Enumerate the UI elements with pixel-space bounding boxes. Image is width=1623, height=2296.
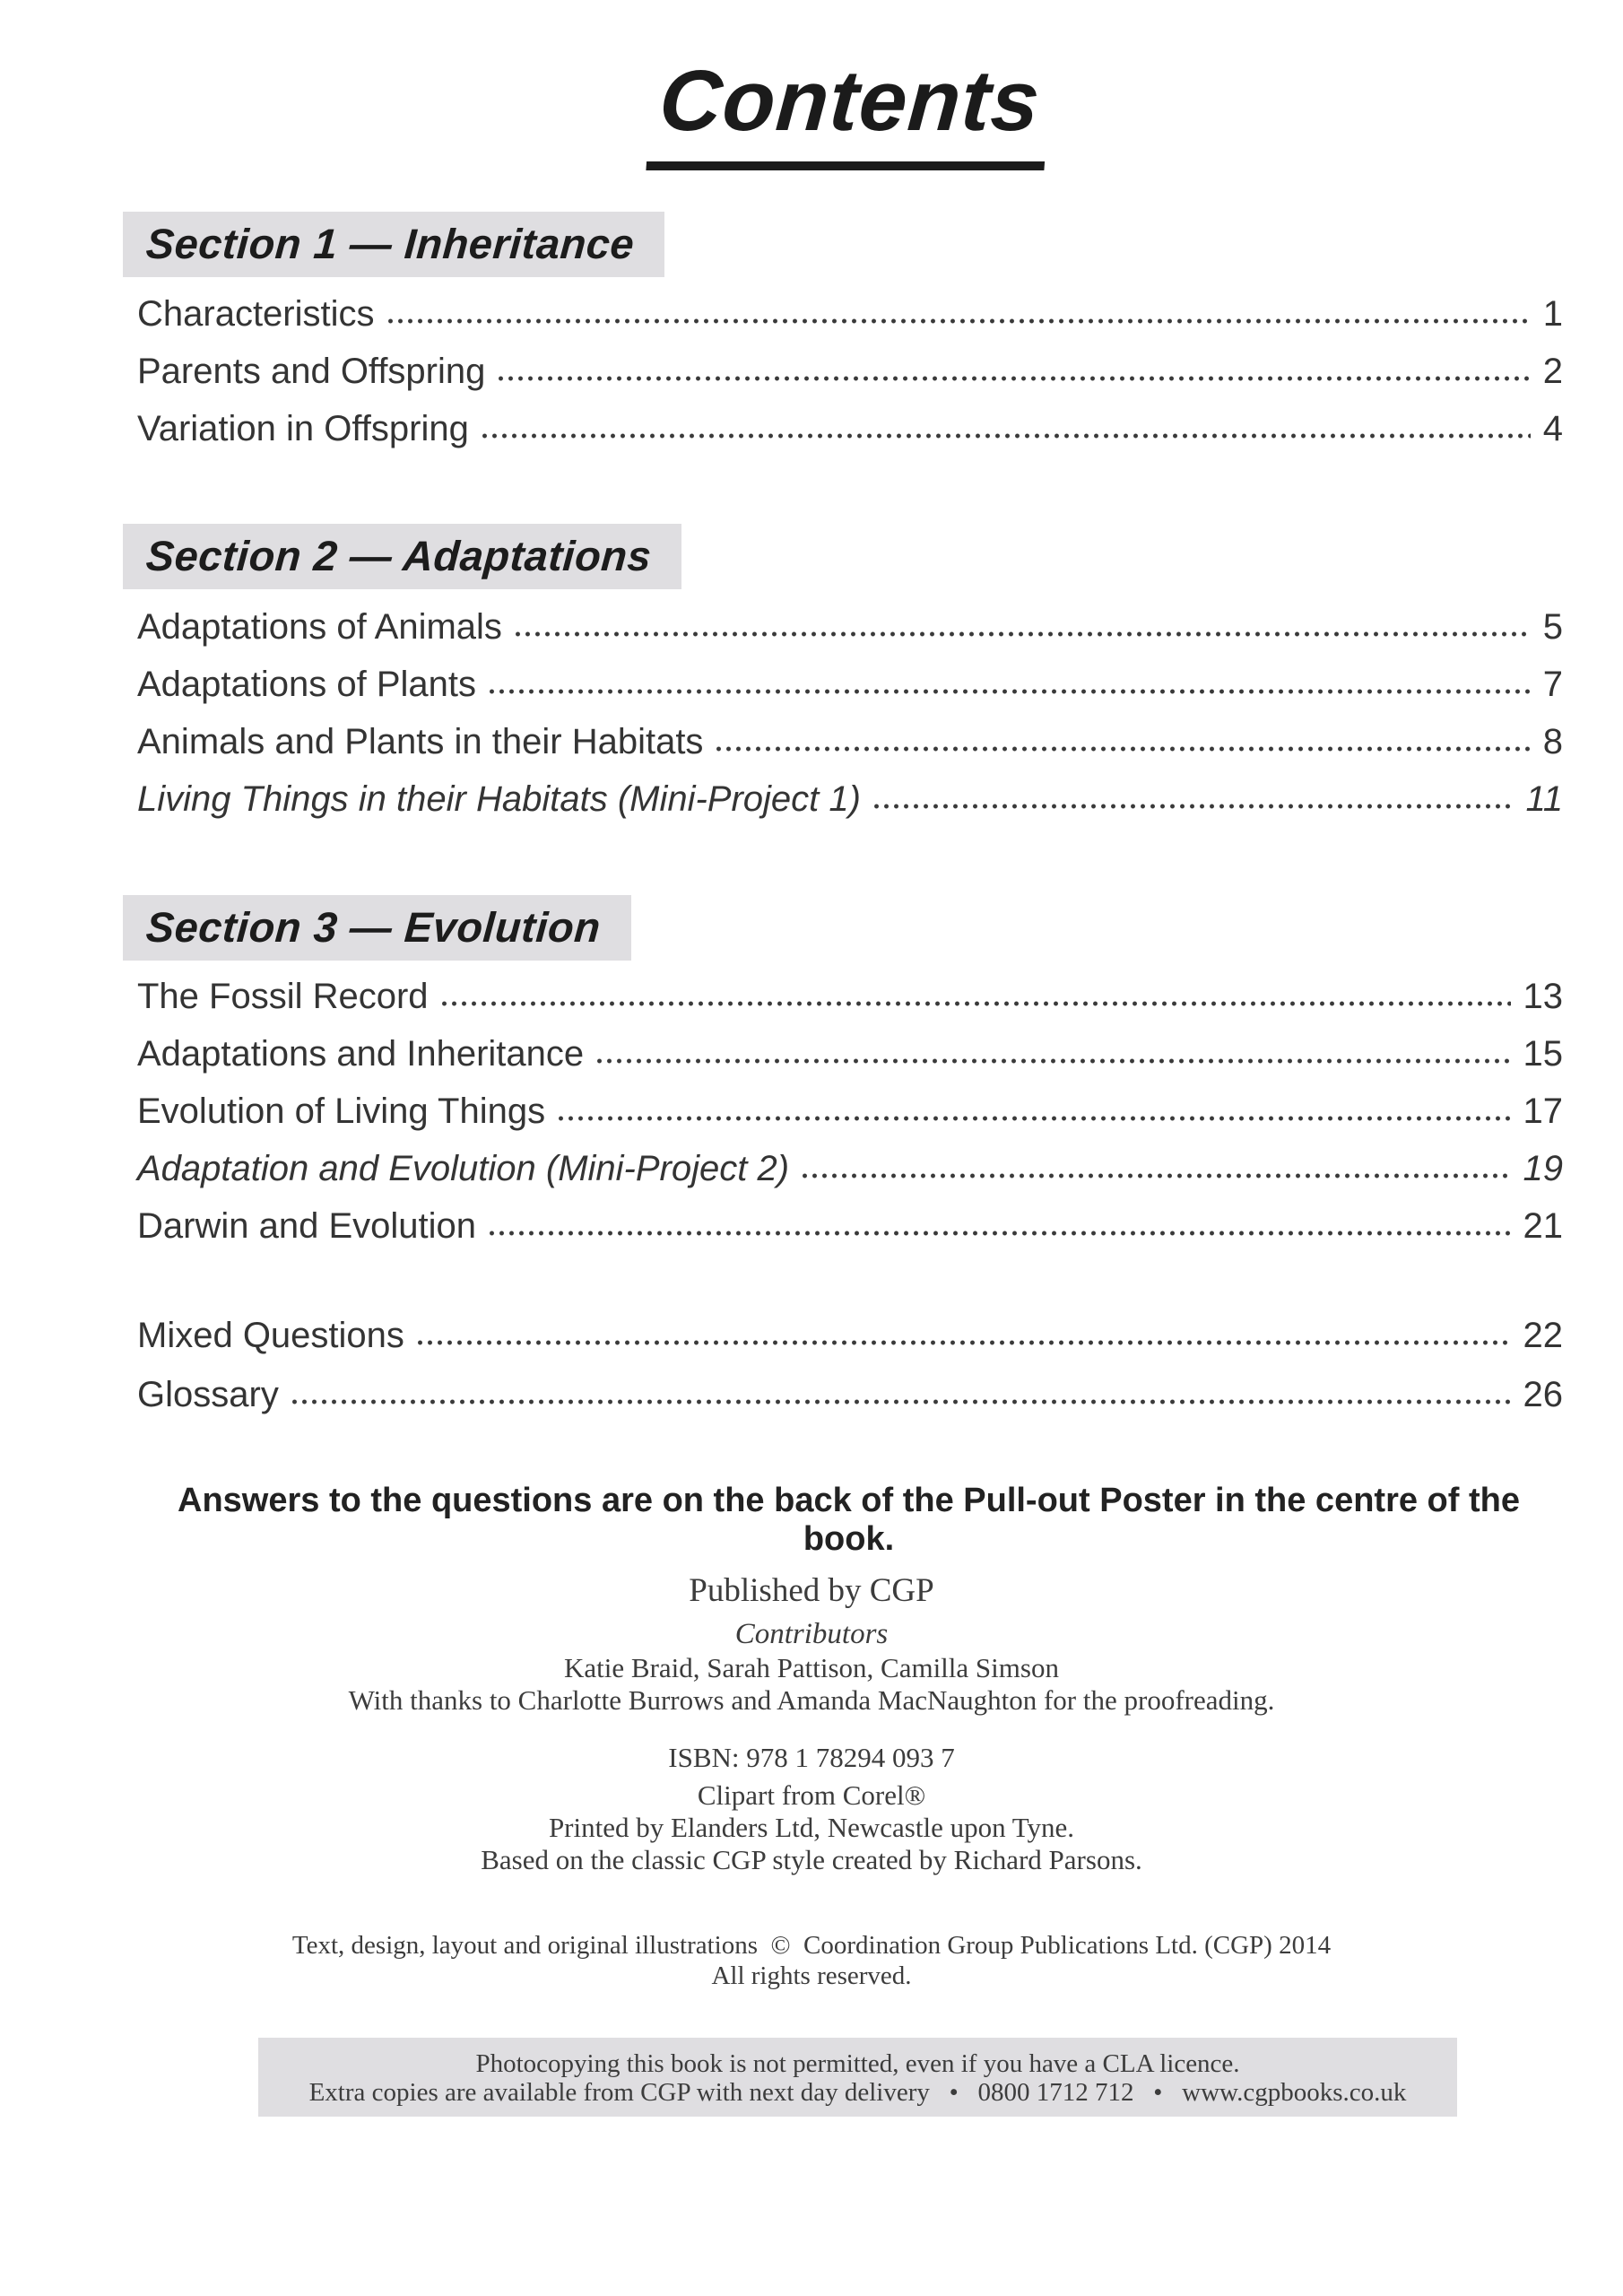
page-number: 13: [1523, 977, 1563, 1016]
toc-section-2-rows: [137, 590, 1563, 820]
toc-entry: [137, 590, 1563, 648]
dot-leader: [496, 376, 1530, 381]
dot-leader: [872, 804, 1513, 809]
section-heading-1: [123, 212, 664, 277]
toc-entry: [137, 762, 1563, 820]
page-number: 2: [1542, 352, 1563, 391]
page-number: 4: [1542, 409, 1563, 448]
clipart-line: Clipart from Corel®: [697, 1779, 926, 1811]
footer-line-1: Photocopying this book is not permitted, even if you have a CLA licence.: [475, 2049, 1240, 2078]
section-heading-2-label: Section 2 — Adaptations: [144, 532, 654, 579]
toc-entry: [137, 392, 1563, 449]
toc-entry: [137, 648, 1563, 705]
dot-leader: [556, 1116, 1510, 1121]
entry-label: Variation in Offspring: [137, 409, 469, 448]
toc-entry: [137, 1297, 1563, 1356]
toc-misc-rows: [137, 1297, 1563, 1415]
toc-entry: [137, 960, 1563, 1017]
thanks-line: With thanks to Charlotte Burrows and Amanda MacNaughton for the proofreading.: [348, 1684, 1275, 1716]
page-number: 1: [1542, 294, 1563, 334]
dot-leader: [386, 318, 1531, 324]
entry-label: Evolution of Living Things: [137, 1091, 546, 1131]
publisher-line: Published by CGP: [689, 1572, 934, 1609]
entry-label: Glossary: [137, 1375, 279, 1414]
page-number: 21: [1523, 1206, 1563, 1246]
toc-entry: [137, 1074, 1563, 1132]
page-number: 8: [1542, 722, 1563, 761]
dot-leader: [415, 1340, 1511, 1345]
dot-leader: [513, 631, 1531, 637]
printed-line: Printed by Elanders Ltd, Newcastle upon Tyne.: [548, 1812, 1075, 1843]
toc-entry: [137, 1189, 1563, 1247]
toc-section-3-rows: [137, 960, 1563, 1247]
footer-line-2: Extra copies are available from CGP with next day delivery • 0800 1712 712 • www.cgpbooks.co.uk: [308, 2078, 1407, 2107]
footer-notice: [258, 2038, 1457, 2117]
toc-entry: [137, 705, 1563, 762]
isbn-line: ISBN: 978 1 78294 093 7: [668, 1742, 955, 1773]
copyright-line: Text, design, layout and original illustrations © Coordination Group Publications Ltd. (CGP) 2014: [291, 1931, 1332, 1960]
dot-leader: [487, 689, 1531, 694]
based-on-line: Based on the classic CGP style created by Richard Parsons.: [481, 1844, 1142, 1875]
dot-leader: [290, 1399, 1511, 1405]
dot-leader: [439, 1001, 1511, 1006]
page-title: [135, 52, 1563, 170]
entry-label: Animals and Plants in their Habitats: [137, 722, 704, 761]
entry-label: Adaptations of Plants: [137, 665, 477, 704]
dot-leader: [800, 1173, 1510, 1178]
entry-label: Characteristics: [137, 294, 375, 334]
page-number: 26: [1523, 1375, 1563, 1414]
entry-label: Adaptation and Evolution (Mini-Project 2): [137, 1149, 790, 1188]
toc-entry: [137, 277, 1563, 335]
page-number: 17: [1523, 1091, 1563, 1131]
contributors-heading: Contributors: [734, 1618, 889, 1650]
page-number: 22: [1523, 1316, 1563, 1355]
dot-leader: [487, 1231, 1511, 1236]
entry-label: Parents and Offspring: [137, 352, 486, 391]
toc-entry: [137, 1356, 1563, 1415]
toc-section-1-rows: [137, 277, 1563, 449]
page-number: 19: [1523, 1149, 1563, 1188]
dot-leader: [480, 433, 1531, 439]
entry-label: Living Things in their Habitats (Mini-Project 1): [137, 779, 861, 819]
entry-label: Mixed Questions: [137, 1316, 404, 1355]
answers-note: Answers to the questions are on the back of the Pull-out Poster in the centre of the book.: [178, 1482, 1520, 1558]
entry-label: Adaptations and Inheritance: [137, 1034, 585, 1074]
page-number: 7: [1542, 665, 1563, 704]
contributors-names: Katie Braid, Sarah Pattison, Camilla Simson: [564, 1652, 1059, 1683]
page-number: 5: [1542, 607, 1563, 647]
toc-entry: [137, 1132, 1563, 1189]
dot-leader: [714, 746, 1530, 752]
toc-entry: [137, 1017, 1563, 1074]
dot-leader: [595, 1058, 1510, 1064]
page-number: 15: [1523, 1034, 1563, 1074]
section-heading-2: [123, 524, 681, 589]
section-heading-3-label: Section 3 — Evolution: [144, 903, 603, 951]
toc-entry: [137, 335, 1563, 392]
section-heading-3: [123, 895, 631, 961]
entry-label: Adaptations of Animals: [137, 607, 502, 647]
entry-label: The Fossil Record: [137, 977, 429, 1016]
page-title-text: Contents: [646, 52, 1052, 170]
rights-line: All rights reserved.: [711, 1961, 912, 1990]
credits-block: [0, 1571, 1623, 1991]
page-number: 11: [1525, 779, 1563, 819]
entry-label: Darwin and Evolution: [137, 1206, 476, 1246]
section-heading-1-label: Section 1 — Inheritance: [144, 220, 637, 267]
